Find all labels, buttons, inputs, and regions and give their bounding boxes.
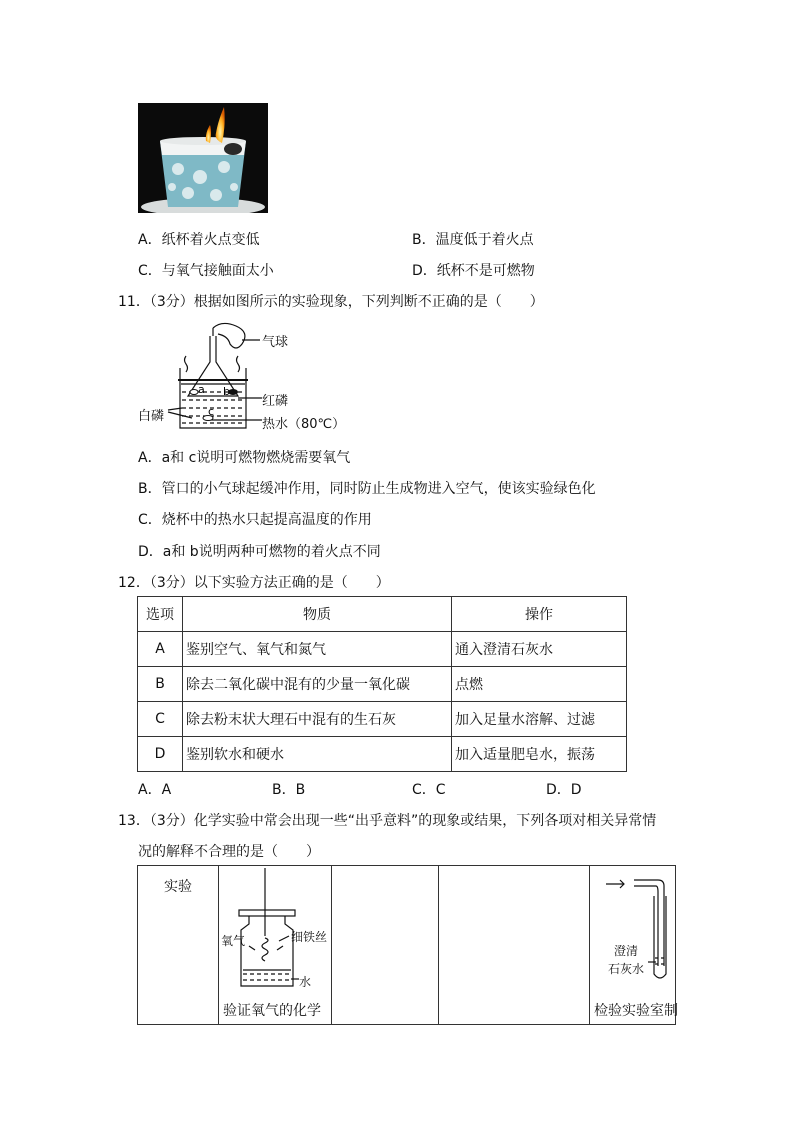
fig4-caption: 检验实验室制 [594, 1003, 678, 1019]
fig1-caption: 验证氧气的化学 [223, 1003, 321, 1019]
cell: B [138, 667, 183, 702]
paper-cup-photo [138, 103, 268, 213]
cell: 通入澄清石灰水 [452, 632, 627, 667]
label-lime-2: 石灰水 [608, 962, 645, 976]
label-balloon: 气球 [262, 335, 289, 350]
q10-option-c: C．与氧气接触面太小 [138, 263, 274, 279]
q12-option-d: D．D [546, 782, 582, 798]
q10-option-b: B．温度低于着火点 [412, 232, 534, 248]
table-row [138, 632, 627, 667]
label-red-phosphorus: 红磷 [262, 394, 289, 409]
empty-cell [332, 866, 439, 1025]
label-water: 水 [299, 975, 312, 989]
q11-option-d: D．a和 b说明两种可燃物的着火点不同 [138, 544, 381, 560]
table-row [138, 702, 627, 737]
label-white-phosphorus: 白磷 [138, 409, 165, 424]
q12-option-b: B．B [272, 782, 306, 798]
label-lime-1: 澄清 [614, 944, 639, 958]
label-hot-water: 热水（80℃） [262, 417, 346, 432]
cell: 除去粉末状大理石中混有的生石灰 [183, 702, 452, 737]
q13-stem-line1: 13．（3分）化学实验中常会出现一些“出乎意料”的现象或结果，下列各项对相关异常情 [118, 813, 657, 829]
q12-option-c: C．C [412, 782, 446, 798]
label-b: b [223, 385, 230, 398]
fig1-cell [219, 866, 332, 1025]
cell: 加入适量肥皂水，振荡 [452, 737, 627, 772]
q12-option-a: A．A [138, 782, 172, 798]
cell: 点燃 [452, 667, 627, 702]
cell: 加入足量水溶解、过滤 [452, 702, 627, 737]
cell: D [138, 737, 183, 772]
q10-option-d: D．纸杯不是可燃物 [412, 263, 535, 279]
label-c: c [208, 405, 215, 418]
q13-stem-line2: 况的解释不合理的是（ ） [138, 844, 320, 860]
q11-option-a: A．a和 c说明可燃物燃烧需要氧气 [138, 450, 351, 466]
q11-option-b: B．管口的小气球起缓冲作用，同时防止生成物进入空气，使该实验绿色化 [138, 481, 596, 497]
header-substance: 物质 [183, 597, 452, 632]
header-option: 选项 [138, 597, 183, 632]
row-label: 实验 [138, 866, 219, 1025]
table-row [138, 737, 627, 772]
q13-table [137, 865, 676, 1025]
table-row [138, 667, 627, 702]
cell: C [138, 702, 183, 737]
label-oxygen: 氧气 [221, 934, 246, 948]
cell: 除去二氧化碳中混有的少量一氧化碳 [183, 667, 452, 702]
cell: 鉴别空气、氧气和氮气 [183, 632, 452, 667]
q10-option-a: A．纸杯着火点变低 [138, 232, 260, 248]
table-header-row [138, 597, 627, 632]
label-iron-wire: 细铁丝 [291, 930, 328, 944]
cell: A [138, 632, 183, 667]
q11-option-c: C．烧杯中的热水只起提高温度的作用 [138, 512, 372, 528]
q11-stem: 11．（3分）根据如图所示的实验现象，下列判断不正确的是（ ） [118, 294, 544, 310]
fig4-cell [590, 866, 676, 1025]
q12-stem: 12．（3分）以下实验方法正确的是（ ） [118, 575, 390, 591]
q12-table [137, 596, 627, 772]
empty-cell [439, 866, 590, 1025]
cell: 鉴别软水和硬水 [183, 737, 452, 772]
label-a: a [198, 383, 205, 396]
header-operation: 操作 [452, 597, 627, 632]
